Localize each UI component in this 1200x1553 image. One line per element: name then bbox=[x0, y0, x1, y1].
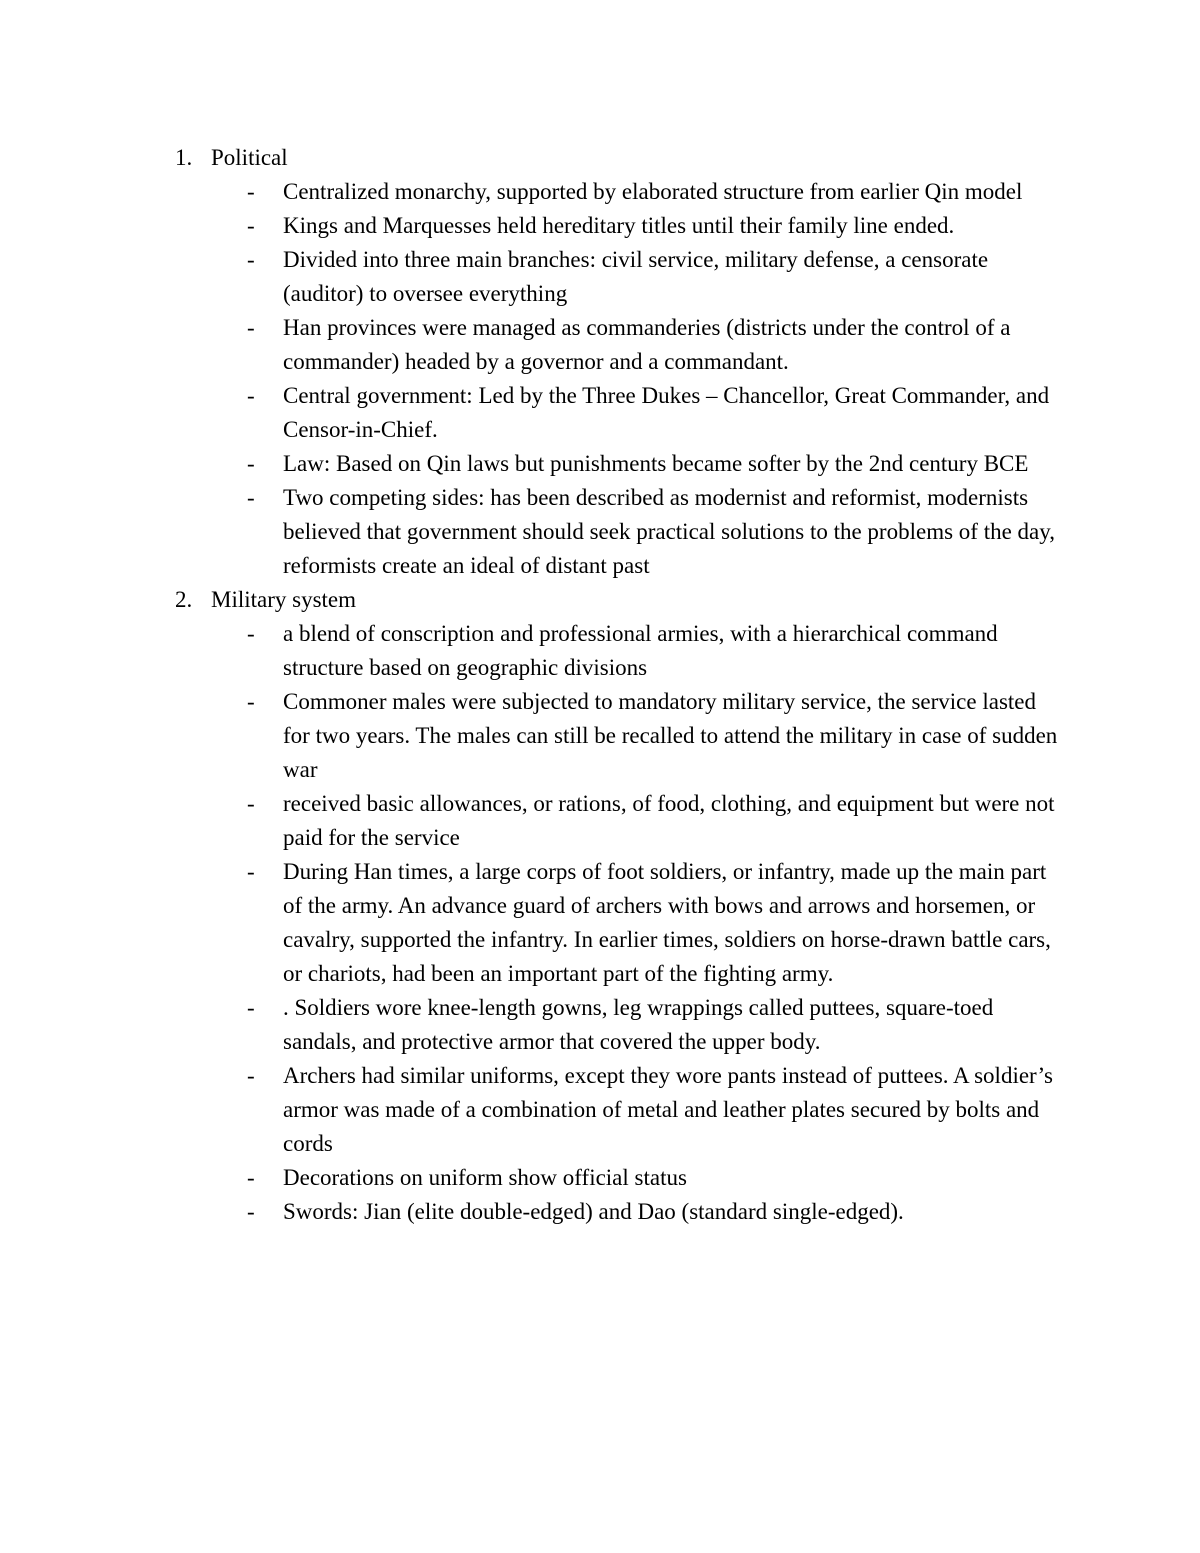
dash-bullet-icon: - bbox=[247, 485, 255, 510]
section-political bbox=[0, 141, 1200, 583]
dash-bullet-icon: - bbox=[247, 689, 255, 714]
bullet-item bbox=[0, 1161, 1058, 1195]
bullet-text: Central government: Led by the Three Dukes – Chancellor, Great Commander, and Censor-in-Chief. bbox=[283, 383, 1050, 442]
dash-bullet-icon: - bbox=[247, 451, 255, 476]
dash-bullet-icon: - bbox=[247, 213, 255, 238]
section-heading bbox=[0, 141, 1200, 175]
bullet-text: Decorations on uniform show official status bbox=[283, 1165, 687, 1190]
dash-bullet-icon: - bbox=[247, 621, 255, 646]
section-military-system bbox=[0, 583, 1200, 1229]
dash-bullet-icon: - bbox=[247, 859, 255, 884]
bullet-text: Commoner males were subjected to mandatory military service, the service lasted for two years. The males can still be recalled to attend the military in case of sudden war bbox=[283, 689, 1058, 782]
bullet-text: Han provinces were managed as commanderies (districts under the control of a commander) headed by a governor and a commandant. bbox=[283, 315, 1011, 374]
bullet-text: Swords: Jian (elite double-edged) and Dao (standard single-edged). bbox=[283, 1199, 904, 1224]
bullet-text: . Soldiers wore knee-length gowns, leg wrappings called puttees, square-toed sandals, and protective armor that covered the upper body. bbox=[283, 995, 994, 1054]
bullet-item bbox=[0, 243, 1058, 311]
bullet-item bbox=[0, 209, 1058, 243]
dash-bullet-icon: - bbox=[247, 247, 255, 272]
dash-bullet-icon: - bbox=[247, 1063, 255, 1088]
section-title: Military system bbox=[211, 587, 357, 612]
bullet-text: Divided into three main branches: civil service, military defense, a censorate (auditor) to oversee everything bbox=[283, 247, 989, 306]
bullet-item bbox=[0, 447, 1058, 481]
section-heading bbox=[0, 583, 1200, 617]
bullet-list bbox=[0, 175, 1200, 583]
section-title: Political bbox=[211, 145, 288, 170]
bullet-text: Archers had similar uniforms, except they wore pants instead of puttees. A soldier’s armor was made of a combination of metal and leather plates secured by bolts and cords bbox=[283, 1063, 1053, 1156]
bullet-text: Kings and Marquesses held hereditary titles until their family line ended. bbox=[283, 213, 955, 238]
section-number: 1. bbox=[175, 145, 193, 170]
bullet-item bbox=[0, 175, 1058, 209]
bullet-text: Law: Based on Qin laws but punishments became softer by the 2nd century BCE bbox=[283, 451, 1029, 476]
bullet-item bbox=[0, 855, 1058, 991]
outline-list bbox=[0, 141, 1200, 1229]
dash-bullet-icon: - bbox=[247, 1199, 255, 1224]
bullet-item bbox=[0, 617, 1058, 685]
bullet-item bbox=[0, 685, 1058, 787]
bullet-item bbox=[0, 1059, 1058, 1161]
section-number: 2. bbox=[175, 587, 193, 612]
bullet-list bbox=[0, 617, 1200, 1229]
bullet-text: Centralized monarchy, supported by elaborated structure from earlier Qin model bbox=[283, 179, 1023, 204]
dash-bullet-icon: - bbox=[247, 1165, 255, 1190]
bullet-text: received basic allowances, or rations, of food, clothing, and equipment but were not paid for the service bbox=[283, 791, 1055, 850]
dash-bullet-icon: - bbox=[247, 383, 255, 408]
bullet-item bbox=[0, 991, 1058, 1059]
dash-bullet-icon: - bbox=[247, 315, 255, 340]
bullet-text: Two competing sides: has been described as modernist and reformist, modernists believed that government should seek practical solutions to the problems of the day, reformists create an ideal of distant past bbox=[283, 485, 1056, 578]
bullet-item bbox=[0, 481, 1058, 583]
bullet-item bbox=[0, 787, 1058, 855]
dash-bullet-icon: - bbox=[247, 791, 255, 816]
bullet-item bbox=[0, 311, 1058, 379]
dash-bullet-icon: - bbox=[247, 179, 255, 204]
bullet-item bbox=[0, 1195, 1058, 1229]
dash-bullet-icon: - bbox=[247, 995, 255, 1020]
bullet-item bbox=[0, 379, 1058, 447]
bullet-text: a blend of conscription and professional armies, with a hierarchical command structure based on geographic divisions bbox=[283, 621, 998, 680]
bullet-text: During Han times, a large corps of foot soldiers, or infantry, made up the main part of the army. An advance guard of archers with bows and arrows and horsemen, or cavalry, supported the infantry. In earlier times, soldiers on horse-drawn battle cars, or chariots, had been an important part of the fighting army. bbox=[283, 859, 1051, 986]
